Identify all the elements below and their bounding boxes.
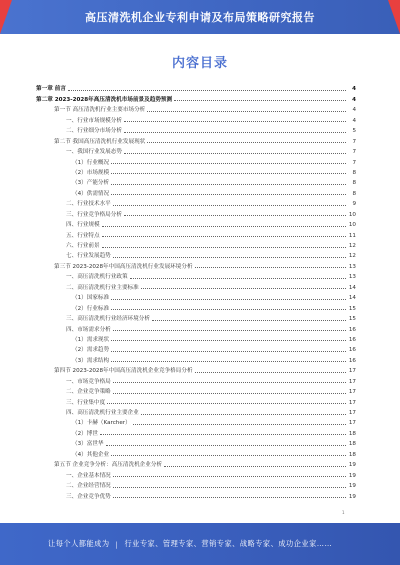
- toc-leader-dots: [113, 393, 346, 394]
- toc-entry-label: 第五节 企业竞争分析：高压清洗机企业分析: [54, 462, 163, 469]
- toc-leader-dots: [130, 278, 346, 279]
- toc-entry-label: 一、行业市场规模分析: [66, 117, 122, 124]
- toc-leader-dots: [124, 132, 346, 133]
- toc-entry[interactable]: [36, 374, 356, 384]
- toc-leader-dots: [111, 163, 346, 164]
- toc-entry-label: 第二节 我国高压清洗机行业发展现状: [54, 138, 146, 145]
- toc-leader-dots: [124, 215, 346, 216]
- toc-leader-dots: [164, 466, 346, 467]
- toc-entry[interactable]: [36, 395, 356, 405]
- toc-entry-page: 19: [348, 472, 356, 479]
- toc-entry-page: 18: [348, 430, 356, 437]
- toc-entry-label: （2）博世: [72, 430, 98, 437]
- toc-leader-dots: [124, 121, 346, 122]
- toc-leader-dots: [133, 424, 346, 425]
- toc-entry-page: 10: [348, 222, 356, 229]
- header-accent-left: [0, 0, 12, 34]
- toc-leader-dots: [147, 111, 346, 112]
- toc-leader-dots: [107, 403, 346, 404]
- toc-entry-page: 14: [348, 295, 356, 302]
- toc-entry-page: 15: [348, 305, 356, 312]
- toc-entry-page: 13: [348, 274, 356, 281]
- toc-entry[interactable]: [36, 270, 356, 280]
- toc-entry-page: 4: [352, 107, 356, 114]
- footer-role-separator: 、: [193, 539, 202, 548]
- toc-leader-dots: [111, 361, 346, 362]
- toc-leader-dots: [102, 236, 346, 237]
- toc-leader-dots: [141, 288, 346, 289]
- toc-entry[interactable]: [36, 437, 356, 447]
- toc-entry[interactable]: [36, 207, 356, 217]
- toc-entry-label: 二、高压清洗机行业主要标准: [66, 284, 139, 291]
- toc-entry-label: 一、我国行业发展态势: [66, 149, 122, 156]
- toc-leader-dots: [111, 184, 346, 185]
- toc-entry[interactable]: [36, 416, 356, 426]
- toc-entry-label: （3）产能分析: [72, 180, 110, 187]
- toc-leader-dots: [111, 340, 346, 341]
- toc-entry-page: 12: [348, 253, 356, 260]
- toc-entry-page: 18: [348, 451, 356, 458]
- toc-leader-dots: [113, 476, 346, 477]
- toc-entry[interactable]: [36, 489, 356, 499]
- toc-entry-label: （3）富世华: [72, 441, 104, 448]
- toc-entry-label: 第四节 2023-2028年中国高压清洗机企业竞争格局分析: [54, 368, 193, 375]
- report-header: [0, 0, 400, 34]
- table-of-contents: [36, 82, 356, 500]
- toc-entry[interactable]: [36, 406, 356, 416]
- toc-entry-label: 四、高压清洗机行业主要企业: [66, 410, 139, 416]
- toc-entry[interactable]: [36, 458, 356, 468]
- toc-entry-page: 17: [348, 399, 356, 406]
- toc-entry-label: （4）供需情况: [72, 190, 110, 197]
- toc-entry-page: 9: [352, 201, 356, 208]
- toc-entry-label: 二、企业经营情况: [66, 483, 111, 490]
- toc-entry-page: 17: [348, 389, 356, 396]
- toc-entry-page: 10: [348, 211, 356, 218]
- toc-leader-dots: [111, 351, 346, 352]
- toc-entry-page: 15: [348, 316, 356, 323]
- toc-entry[interactable]: [36, 228, 356, 238]
- toc-entry-label: 四、市场需求分析: [66, 326, 111, 333]
- toc-entry-page: 18: [348, 441, 356, 448]
- toc-entry-page: 16: [348, 357, 356, 364]
- toc-entry-label: 一、高压清洗机行业政策: [66, 274, 128, 281]
- toc-entry[interactable]: [36, 92, 356, 102]
- footer-role: 战略专家: [239, 539, 271, 548]
- toc-entry[interactable]: [36, 343, 356, 353]
- toc-entry-page: 13: [348, 263, 356, 270]
- page-number: 1: [342, 510, 345, 515]
- toc-entry[interactable]: [36, 124, 356, 134]
- toc-entry-label: 七、行业发展趋势: [66, 253, 111, 260]
- toc-entry[interactable]: [36, 353, 356, 363]
- toc-entry-label: 五、行业特点: [66, 232, 100, 239]
- toc-entry-page: 7: [352, 159, 356, 166]
- toc-entry-label: 第一节 高压清洗机行业主要市场分析: [54, 107, 146, 114]
- toc-entry-label: 一、市场竞争格局: [66, 378, 111, 385]
- toc-leader-dots: [100, 434, 346, 435]
- footer-role-separator: 、: [232, 539, 240, 548]
- toc-entry[interactable]: [36, 291, 356, 301]
- toc-leader-dots: [111, 194, 346, 195]
- report-title: 高压清洗机企业专利申请及布局策略研究报告: [85, 11, 315, 24]
- toc-entry-label: （1）国家标准: [72, 295, 110, 302]
- toc-entry-label: （1）行业概况: [72, 159, 110, 166]
- toc-entry[interactable]: [36, 479, 356, 489]
- toc-entry-label: （1）需求现状: [72, 336, 110, 343]
- toc-entry-page: 11: [348, 232, 356, 239]
- toc-entry[interactable]: [36, 186, 356, 196]
- toc-leader-dots: [111, 299, 346, 300]
- toc-entry[interactable]: [36, 197, 356, 207]
- toc-entry-label: 四、行业规模: [66, 222, 100, 229]
- toc-leader-dots: [113, 330, 346, 331]
- toc-entry-label: （4）其他企业: [72, 451, 110, 458]
- toc-entry[interactable]: [36, 218, 356, 228]
- toc-entry-label: 二、行业细分市场分析: [66, 128, 122, 135]
- toc-leader-dots: [195, 267, 346, 268]
- toc-entry-label: 第一章 前言: [36, 86, 66, 93]
- toc-entry[interactable]: [36, 447, 356, 457]
- toc-entry-label: （2）市场规模: [72, 169, 110, 176]
- toc-entry-label: 三、高压清洗机行业经济环境分析: [66, 316, 150, 323]
- toc-entry-page: 17: [348, 368, 356, 375]
- toc-leader-dots: [68, 90, 346, 91]
- toc-entry[interactable]: [36, 82, 356, 92]
- toc-entry-page: 8: [352, 180, 356, 187]
- toc-entry-label: 二、企业竞争策略: [66, 389, 111, 396]
- toc-entry[interactable]: [36, 426, 356, 436]
- toc-leader-dots: [113, 257, 346, 258]
- toc-entry[interactable]: [36, 113, 356, 123]
- toc-entry-label: 三、行业竞争格局分析: [66, 211, 122, 218]
- toc-entry-label: （1）卡赫（Karcher）: [72, 420, 131, 427]
- toc-entry[interactable]: [36, 312, 356, 322]
- toc-entry-page: 19: [348, 483, 356, 490]
- toc-leader-dots: [111, 455, 346, 456]
- footer-separator: |: [115, 539, 119, 549]
- toc-entry[interactable]: [36, 239, 356, 249]
- toc-leader-dots: [174, 100, 346, 101]
- toc-entry[interactable]: [36, 145, 356, 155]
- footer-role-separator: 、: [270, 539, 279, 548]
- toc-title: 内容目录: [171, 56, 228, 71]
- toc-entry-page: 7: [352, 149, 356, 156]
- toc-entry-page: 16: [348, 336, 356, 343]
- toc-leader-dots: [113, 205, 346, 206]
- toc-leader-dots: [113, 487, 346, 488]
- toc-entry-page: 19: [348, 493, 356, 500]
- toc-entry-page: 7: [352, 138, 356, 145]
- toc-leader-dots: [152, 320, 346, 321]
- toc-entry-label: 二、行业技术水平: [66, 201, 111, 208]
- toc-entry[interactable]: [36, 301, 356, 311]
- toc-entry-page: 14: [348, 284, 356, 291]
- toc-entry[interactable]: [36, 385, 356, 395]
- toc-entry-page: 8: [352, 169, 356, 176]
- toc-entry-page: 4: [352, 86, 356, 93]
- toc-entry[interactable]: [36, 103, 356, 113]
- toc-entry-page: 4: [352, 117, 356, 124]
- toc-entry[interactable]: [36, 322, 356, 332]
- toc-entry[interactable]: [36, 134, 356, 144]
- toc-entry-page: 4: [352, 96, 356, 103]
- footer-role: 营销专家: [201, 539, 233, 548]
- footer-roles: [124, 539, 332, 549]
- toc-entry-label: （2）需求趋势: [72, 347, 110, 354]
- toc-leader-dots: [147, 142, 346, 143]
- toc-leader-dots: [111, 309, 346, 310]
- toc-leader-dots: [102, 247, 346, 248]
- toc-entry-label: 第三节 2023-2028年中国高压清洗机行业发展环境分析: [54, 263, 193, 270]
- toc-leader-dots: [141, 414, 346, 415]
- toc-entry-page: 19: [348, 462, 356, 469]
- toc-entry-label: （2）行业标准: [72, 305, 110, 312]
- footer-role: 行业专家: [124, 539, 156, 548]
- toc-entry[interactable]: [36, 155, 356, 165]
- toc-entry-page: 17: [348, 420, 356, 427]
- toc-entry[interactable]: [36, 468, 356, 478]
- toc-entry-page: 16: [348, 347, 356, 354]
- toc-leader-dots: [195, 372, 346, 373]
- toc-leader-dots: [102, 226, 346, 227]
- header-accent-right: [388, 0, 400, 34]
- toc-entry-label: 第二章 2023-2028年高压清洗机市场前景及趋势预测: [36, 96, 173, 103]
- toc-entry[interactable]: [36, 259, 356, 269]
- footer-role-separator: 、: [155, 539, 163, 548]
- toc-entry[interactable]: [36, 333, 356, 343]
- footer-role: 成功企业家……: [278, 539, 333, 548]
- toc-entry-label: 六、行业前景: [66, 243, 100, 249]
- toc-entry-label: 一、企业基本情况: [66, 472, 111, 479]
- toc-entry[interactable]: [36, 364, 356, 374]
- toc-leader-dots: [113, 382, 346, 383]
- toc-entry[interactable]: [36, 176, 356, 186]
- toc-entry-page: 16: [348, 326, 356, 333]
- footer-intro: 让每个人都能成为: [48, 539, 110, 548]
- toc-leader-dots: [111, 173, 346, 174]
- toc-entry-page: 8: [352, 190, 356, 197]
- footer-role: 管理专家: [162, 539, 194, 548]
- toc-entry-page: 17: [348, 378, 356, 385]
- report-footer: [0, 523, 400, 565]
- toc-leader-dots: [106, 445, 346, 446]
- toc-leader-dots: [113, 497, 346, 498]
- toc-entry-label: （3）需求结构: [72, 357, 110, 364]
- toc-entry-label: 三、行业集中度: [66, 399, 106, 406]
- toc-entry-page: 5: [352, 128, 356, 135]
- toc-entry[interactable]: [36, 249, 356, 259]
- toc-entry[interactable]: [36, 166, 356, 176]
- toc-entry-label: 三、企业竞争优势: [66, 493, 111, 500]
- toc-leader-dots: [124, 153, 346, 154]
- toc-entry-page: 12: [348, 243, 356, 249]
- toc-entry-page: 17: [348, 410, 356, 416]
- toc-entry[interactable]: [36, 280, 356, 290]
